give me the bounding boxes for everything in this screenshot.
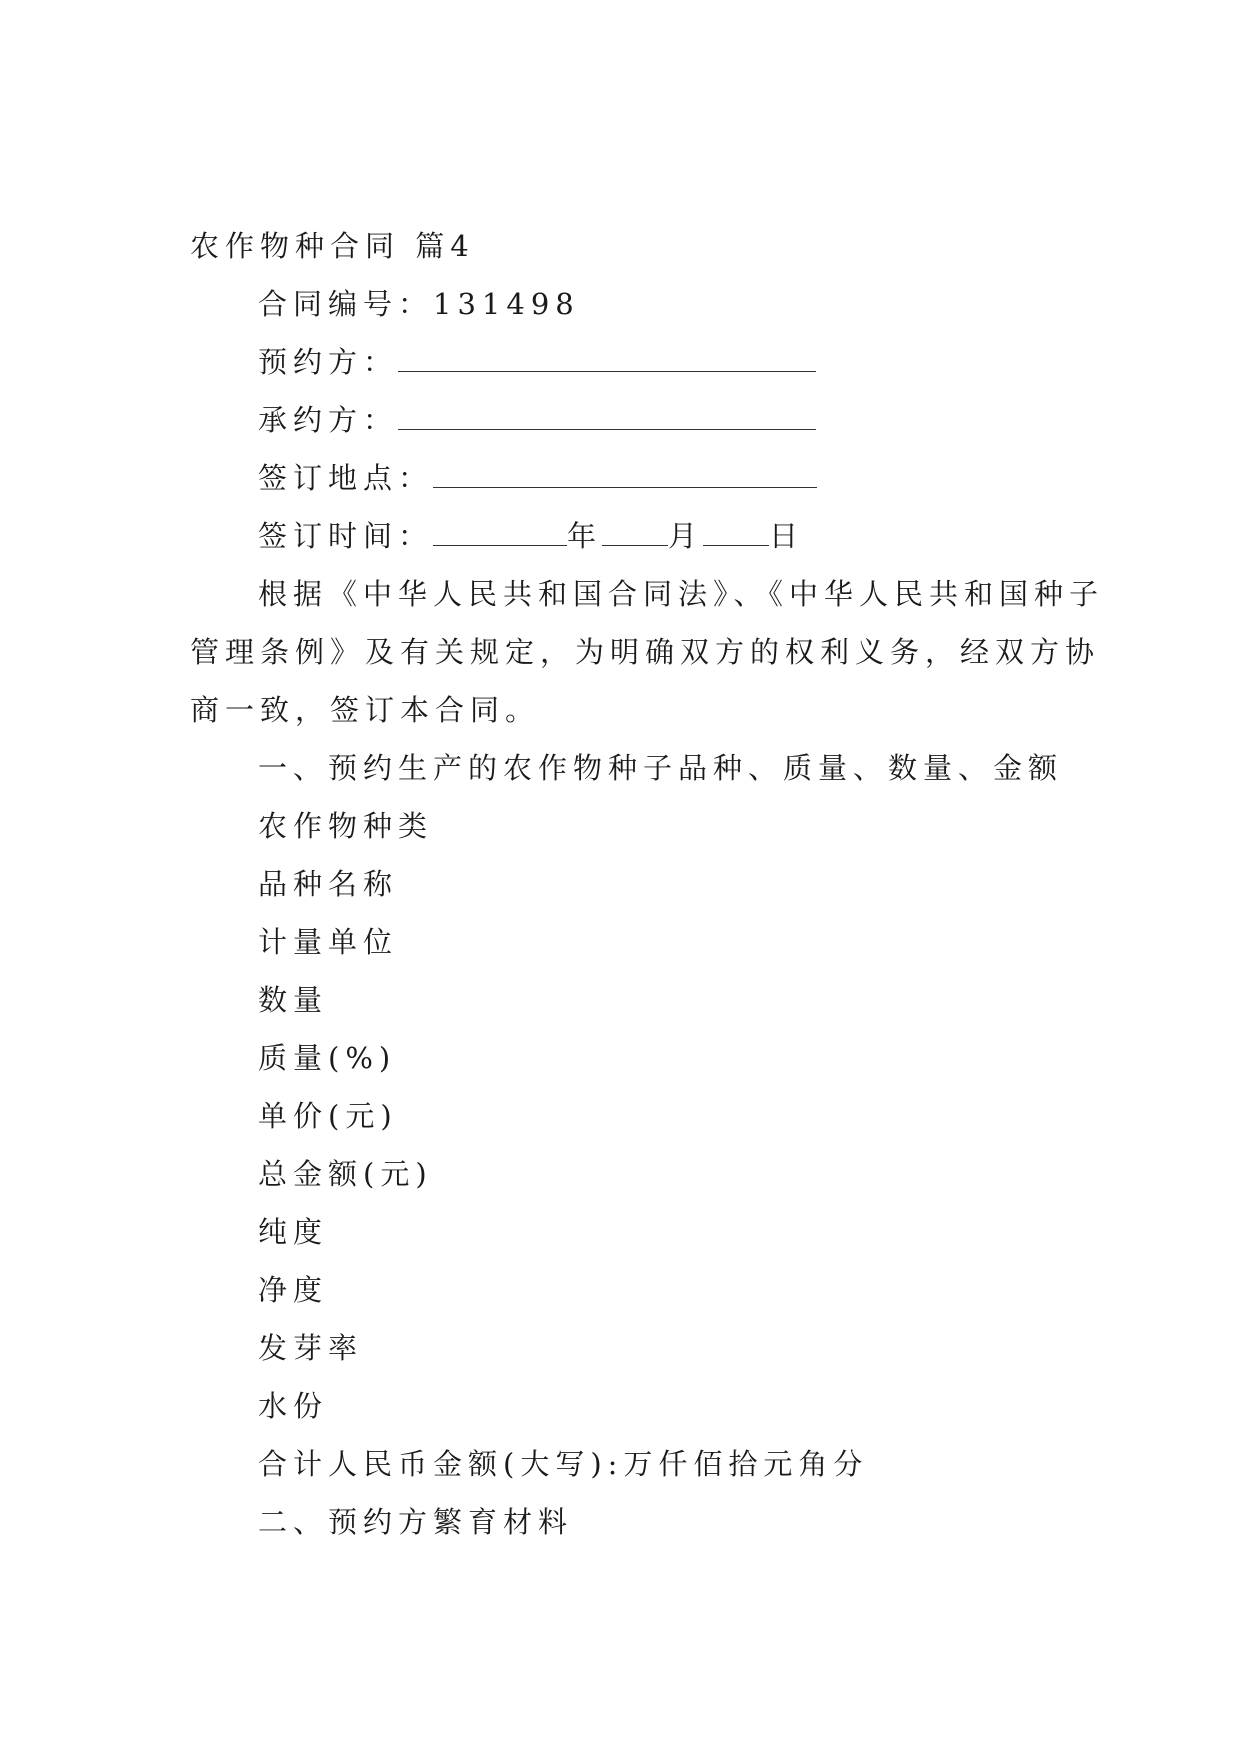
section-2-heading: 二、预约方繁育材料 — [258, 1505, 574, 1539]
party-a-blank — [398, 347, 816, 372]
signing-time-row — [258, 518, 804, 554]
section-1-heading: 一、预约生产的农作物种子品种、质量、数量、金额 — [258, 751, 1064, 785]
party-a-label: 预约方： — [258, 345, 399, 379]
party-a-row — [258, 344, 816, 380]
item-quantity: 数量 — [258, 983, 329, 1017]
item-purity: 纯度 — [258, 1215, 329, 1249]
item-total-amount: 总金额(元) — [258, 1157, 433, 1191]
day-label: 日 — [769, 519, 805, 553]
item-cleanliness: 净度 — [258, 1273, 329, 1307]
document-title: 农作物种合同 篇4 — [190, 229, 475, 263]
item-moisture: 水份 — [258, 1389, 329, 1423]
month-blank — [602, 521, 668, 546]
signing-place-label: 签订地点： — [258, 461, 434, 495]
preamble-line-3: 商一致，签订本合同。 — [190, 693, 541, 727]
item-unit: 计量单位 — [258, 925, 399, 959]
party-b-label: 承约方： — [258, 403, 399, 437]
contract-number-row — [258, 286, 580, 322]
month-label: 月 — [668, 519, 704, 553]
signing-time-label: 签订时间： — [258, 519, 434, 553]
contract-number-label: 合同编号： — [258, 287, 434, 321]
preamble-line-1: 根据《中华人民共和国合同法》、《中华人民共和国种子 — [258, 577, 1105, 611]
year-blank — [433, 521, 567, 546]
party-b-blank — [398, 405, 816, 430]
signing-place-row — [258, 460, 817, 496]
contract-number-value: 131498 — [433, 287, 580, 321]
signing-place-blank — [433, 463, 817, 488]
item-quality: 质量(%) — [258, 1041, 397, 1075]
preamble-line-2: 管理条例》及有关规定，为明确双方的权利义务，经双方协 — [190, 635, 1101, 669]
item-crop-type: 农作物种类 — [258, 809, 434, 843]
year-label: 年 — [567, 519, 603, 553]
item-unit-price: 单价(元) — [258, 1099, 398, 1133]
item-germination-rate: 发芽率 — [258, 1331, 364, 1365]
party-b-row — [258, 402, 816, 438]
total-amount-line: 合计人民币金额(大写):万仟佰拾元角分 — [258, 1447, 869, 1481]
item-variety-name: 品种名称 — [258, 867, 399, 901]
day-blank — [703, 521, 769, 546]
